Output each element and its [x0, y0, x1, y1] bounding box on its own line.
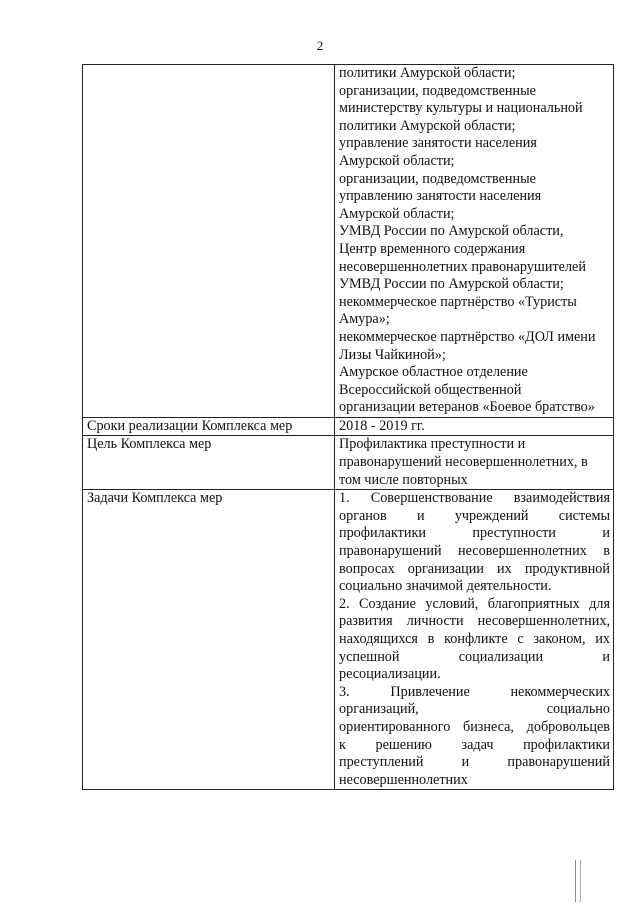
row-label-cell — [83, 65, 335, 418]
row-value-line: организации, подведомственные — [339, 82, 536, 99]
row-value-cell — [335, 436, 614, 490]
row-value-line: организаций, социально — [339, 701, 610, 718]
row-value-line: некоммерческое партнёрство «ДОЛ имени — [339, 328, 596, 345]
row-value-line: Всероссийской общественной — [339, 381, 522, 398]
table-row — [83, 65, 614, 418]
row-value-line: политики Амурской области; — [339, 117, 516, 134]
row-value-line: 2018 - 2019 гг. — [339, 417, 425, 434]
row-value-line: Амурской области; — [339, 205, 455, 222]
row-value-line: 2. Создание условий, благоприятных для — [339, 595, 610, 612]
row-value-line: социально значимой деятельности. — [339, 578, 552, 595]
row-label-cell — [83, 490, 335, 790]
measures-table-body — [83, 65, 614, 790]
row-value-line: Амурское областное отделение — [339, 364, 528, 381]
row-label-cell — [83, 417, 335, 436]
row-value-line: Профилактика преступности и — [339, 436, 526, 453]
table-row — [83, 490, 614, 790]
row-value-line: профилактики преступности и — [339, 525, 610, 542]
row-value-line: УМВД России по Амурской области; — [339, 276, 564, 293]
row-value-line: несовершеннолетних — [339, 771, 468, 788]
row-value-line: политики Амурской области; — [339, 65, 516, 81]
row-value-line: Амура»; — [339, 311, 390, 328]
row-value-line: Амурской области; — [339, 152, 455, 169]
row-label-cell — [83, 436, 335, 490]
row-value-line: 3. Привлечение некоммерческих — [339, 683, 610, 700]
row-value-line: ориентированного бизнеса, добровольцев — [339, 718, 610, 735]
row-value-line: Центр временного содержания — [339, 240, 526, 257]
row-label: Сроки реализации Комплекса мер — [87, 417, 293, 434]
row-value-line: управление занятости населения — [339, 135, 537, 152]
row-value-line: управлению занятости населения — [339, 188, 542, 205]
row-value-line: правонарушений несовершеннолетних в — [339, 543, 610, 560]
row-value-line: успешной социализации и — [339, 648, 610, 665]
row-value-line: развития личности несовершеннолетних, — [339, 613, 610, 630]
measures-table — [82, 64, 614, 790]
row-value-line: преступлений и правонарушений — [339, 754, 610, 771]
row-value-line: ресоциализации. — [339, 666, 441, 683]
row-value-line: том числе повторных — [339, 471, 468, 488]
row-value-line: находящихся в конфликте с законом, их — [339, 631, 610, 647]
row-value-line: Лизы Чайкиной»; — [339, 346, 446, 363]
row-value-line: вопросах организации их продуктивной — [339, 560, 610, 577]
row-label: Задачи Комплекса мер — [87, 490, 223, 507]
page-number: 2 — [316, 38, 324, 53]
table-row — [83, 417, 614, 436]
row-value-line: органов и учреждений системы — [339, 507, 610, 524]
scan-edge-mark — [575, 860, 581, 902]
row-value-line: некоммерческое партнёрство «Туристы — [339, 293, 577, 310]
row-value-line: правонарушений несовершеннолетних, в — [339, 454, 588, 471]
row-value-cell — [335, 65, 614, 418]
row-value-line: УМВД России по Амурской области, — [339, 223, 564, 240]
row-value-line: организации ветеранов «Боевое братство» — [339, 399, 595, 416]
row-value-line: министерству культуры и национальной — [339, 100, 583, 117]
row-value-line: к решению задач профилактики — [339, 736, 610, 753]
row-value-line: несовершеннолетних правонарушителей — [339, 258, 586, 275]
row-value-line: организации, подведомственные — [339, 170, 536, 187]
row-label: Цель Комплекса мер — [87, 436, 212, 453]
row-value-cell — [335, 417, 614, 436]
row-value-line: 1. Совершенствование взаимодействия — [339, 490, 610, 507]
table-row — [83, 436, 614, 490]
row-value-cell — [335, 490, 614, 790]
